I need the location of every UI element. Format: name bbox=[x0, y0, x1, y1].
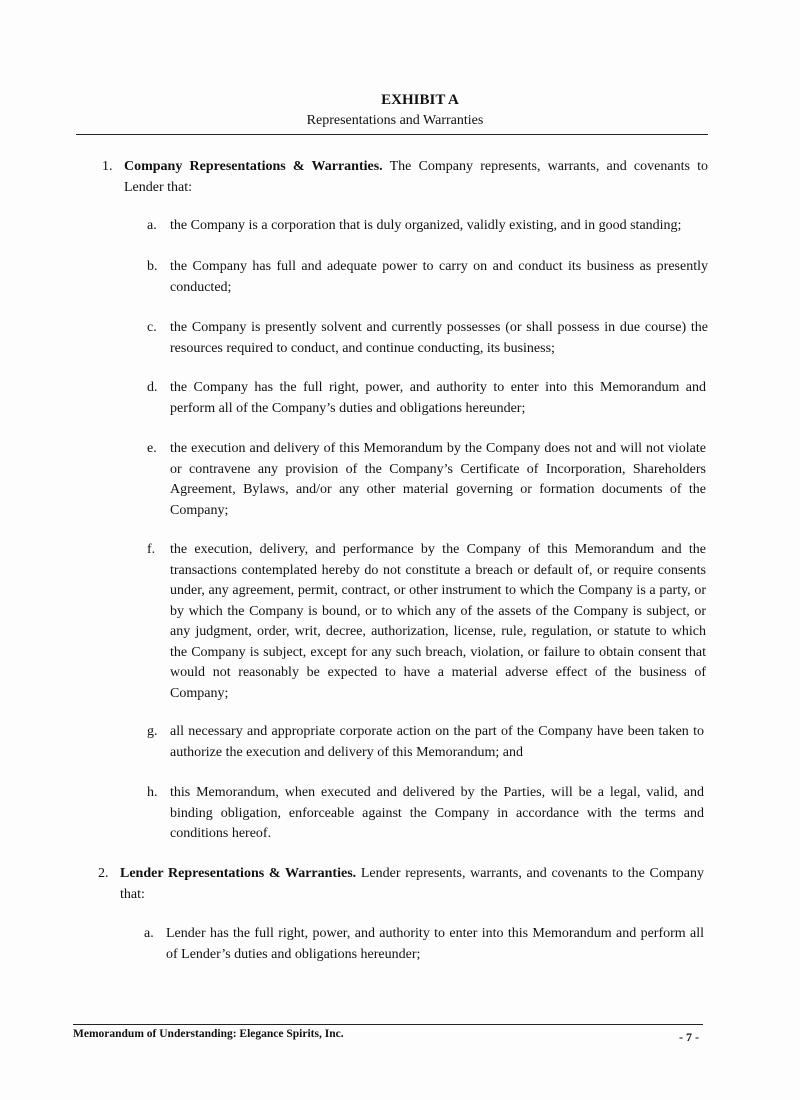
item-1b-text: the Company has full and adequate power to carry on and conduct its business as presently conducted; bbox=[170, 259, 708, 295]
item-1e-label: e. bbox=[147, 441, 157, 456]
item-1d-text: the Company has the full right, power, and authority to enter into this Memorandum and perform all of the Company’s duties and obligations hereunder; bbox=[170, 380, 706, 416]
section-1-paragraph bbox=[124, 157, 708, 198]
section-2-paragraph bbox=[120, 864, 704, 905]
footer-divider bbox=[73, 1024, 703, 1025]
section-1-text: The Company represents, warrants, and covenants to Lender that: bbox=[124, 159, 708, 195]
item-1e-text: the execution and delivery of this Memorandum by the Company does not and will not violate or contravene any provision of the Company’s Certificate of Incorporation, Shareholders Agreement, Bylaws, and/or any other material governing or formation documents of the Company; bbox=[170, 441, 706, 518]
section-2-heading: Lender Representations & Warranties. bbox=[120, 866, 357, 881]
item-1f-text: the execution, delivery, and performance by the Company of this Memorandum and the transactions contemplated hereby do not constitute a breach or default of, or require consents under, any agreement, permit, contract, or other instrument to which the Company is a party, or by which the Company is bound, or to which any of the assets of the Company is subject, or any judgment, order, writ, decree, authorization, license, rule, regulation, or statute to which the Company is subject, except for any such breach, violation, or failure to obtain consent that would not reasonably be expected to have a material adverse effect of the business of Company; bbox=[170, 542, 706, 701]
header-divider bbox=[76, 134, 708, 135]
item-1a-label: a. bbox=[147, 218, 157, 233]
exhibit-subtitle: Representations and Warranties bbox=[306, 113, 484, 128]
item-1h-label: h. bbox=[147, 785, 158, 800]
item-1c-text: the Company is presently solvent and currently possesses (or shall possess in due course) the resources required to conduct, and continue conducting, its business; bbox=[170, 320, 708, 356]
item-1c-label: c. bbox=[147, 320, 157, 335]
item-1g-text: all necessary and appropriate corporate action on the part of the Company have been taken to authorize the execution and delivery of this Memorandum; and bbox=[170, 724, 704, 760]
section-2-text: Lender represents, warrants, and covenants to the Company that: bbox=[120, 866, 704, 902]
item-1d-label: d. bbox=[147, 380, 158, 395]
item-1h-text: this Memorandum, when executed and delivered by the Parties, will be a legal, valid, and binding obligation, enforceable against the Company in accordance with the terms and conditions hereof. bbox=[170, 785, 704, 841]
item-1f-label: f. bbox=[147, 542, 156, 557]
item-2a-text: Lender has the full right, power, and authority to enter into this Memorandum and perform all of Lender’s duties and obligations hereunder; bbox=[166, 926, 704, 962]
section-1-heading: Company Representations & Warranties. bbox=[124, 159, 383, 174]
footer-document-title: Memorandum of Understanding: Elegance Spirits, Inc. bbox=[73, 1028, 344, 1040]
item-1a-text: the Company is a corporation that is duly organized, validly existing, and in good standing; bbox=[170, 218, 682, 233]
exhibit-title: EXHIBIT A bbox=[381, 92, 459, 108]
page-number: - 7 - bbox=[679, 1030, 699, 1044]
item-1b-label: b. bbox=[147, 259, 158, 274]
section-1-number: 1. bbox=[102, 159, 113, 174]
item-1g-label: g. bbox=[147, 724, 158, 739]
section-2-number: 2. bbox=[98, 866, 109, 881]
item-2a-label: a. bbox=[144, 926, 154, 941]
